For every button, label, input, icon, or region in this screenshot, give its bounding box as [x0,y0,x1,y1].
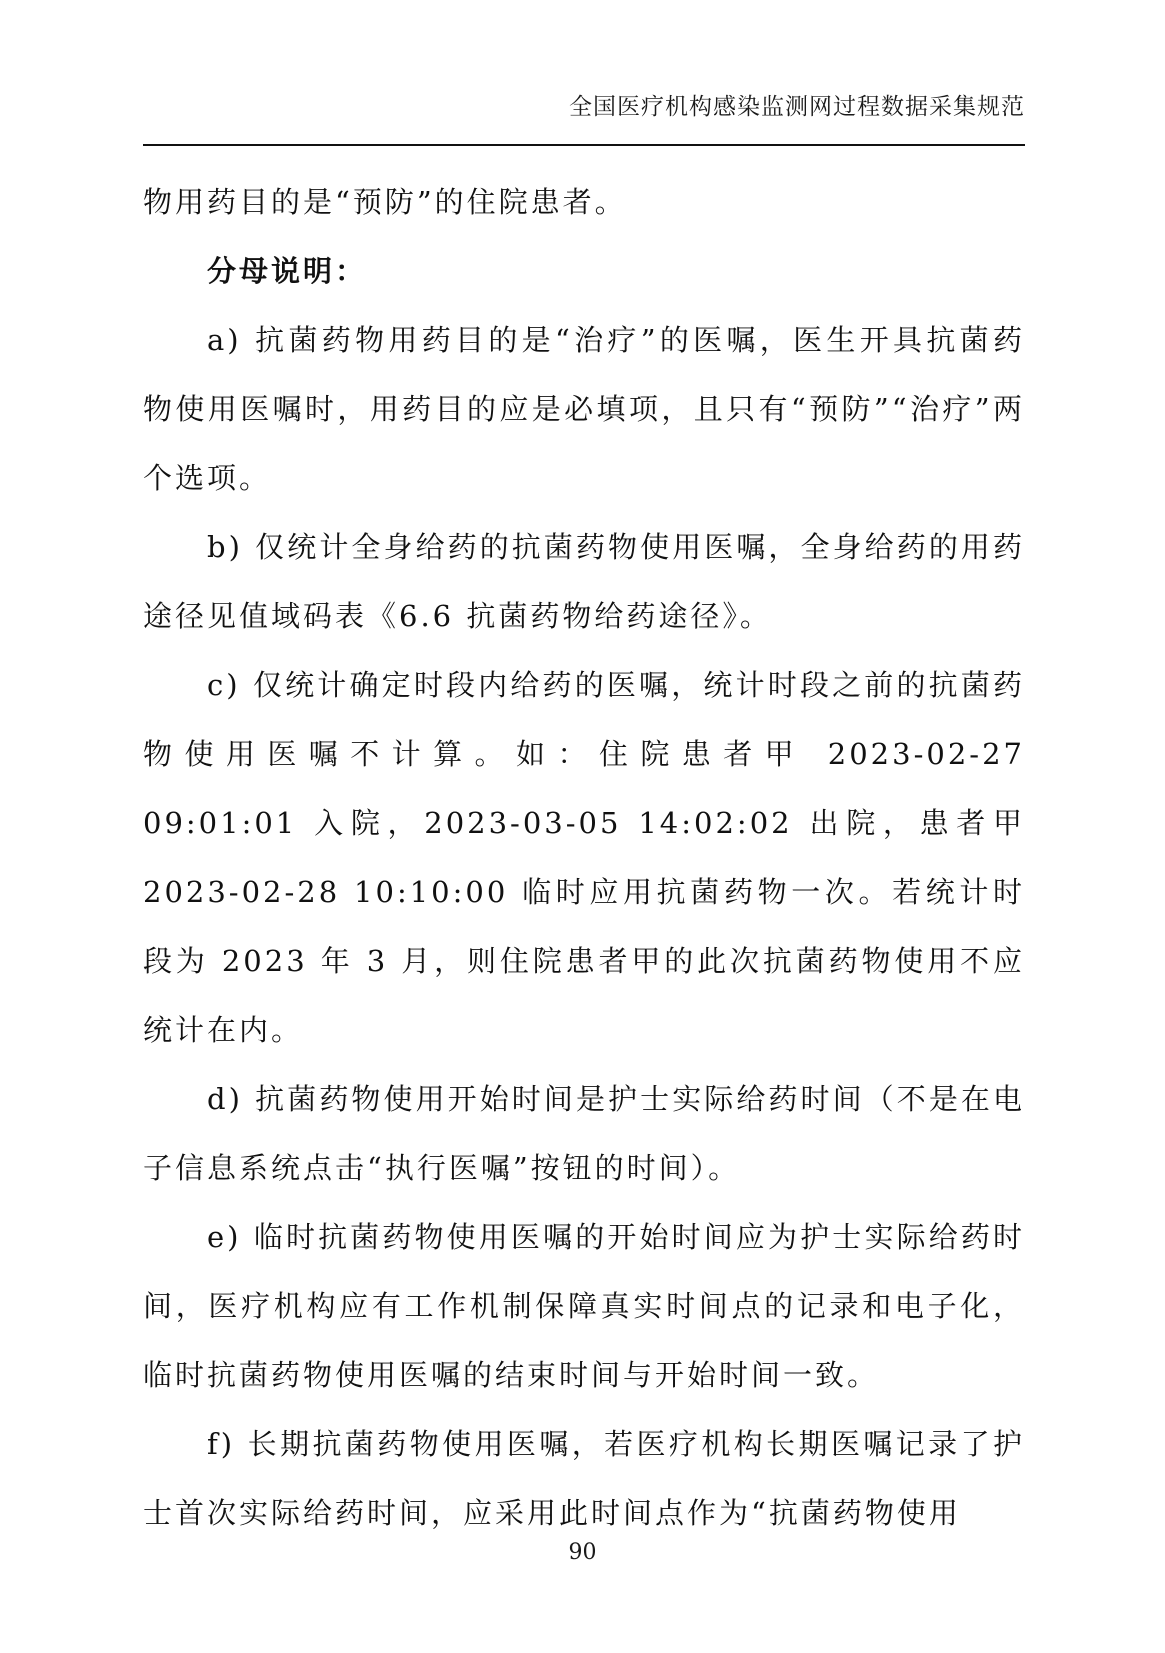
running-header: 全国医疗机构感染监测网过程数据采集规范 [569,94,1025,120]
page-body [143,168,1025,1548]
denominator-heading: 分母说明： [207,254,368,288]
paragraph-d: d) 抗菌药物使用开始时间是护士实际给药时间（不是在电子信息系统点击“执行医嘱”按钮的时间）。 [143,1082,1025,1185]
header-rule [143,144,1025,146]
paragraph-f: f) 长期抗菌药物使用医嘱，若医疗机构长期医嘱记录了护士首次实际给药时间，应采用此时间点作为“抗菌药物使用 [143,1427,1025,1530]
paragraph-e: e) 临时抗菌药物使用医嘱的开始时间应为护士实际给药时间，医疗机构应有工作机制保障真实时间点的记录和电子化，临时抗菌药物使用医嘱的结束时间与开始时间一致。 [143,1220,1025,1392]
paragraph-c: c) 仅统计确定时段内给药的医嘱，统计时段之前的抗菌药物使用医嘱不计算。如：住院患者甲 2023-02-27 09:01:01 入院，2023-03-05 14:02:02 出院，患者甲 2023-02-28 10:10:00 临时应用抗菌药物一次。若统计时段为 2023 年 3 月，则住院患者甲的此次抗菌药物使用不应统计在内。 [143,668,1025,1047]
page-number: 90 [568,1540,597,1565]
paragraph-continued: 物用药目的是“预防”的住院患者。 [143,185,627,219]
paragraph-a: a) 抗菌药物用药目的是“治疗”的医嘱，医生开具抗菌药物使用医嘱时，用药目的应是必填项，且只有“预防”“治疗”两个选项。 [143,323,1025,495]
paragraph-b: b) 仅统计全身给药的抗菌药物使用医嘱，全身给药的用药途径见值域码表《6.6 抗菌药物给药途径》。 [143,530,1025,633]
